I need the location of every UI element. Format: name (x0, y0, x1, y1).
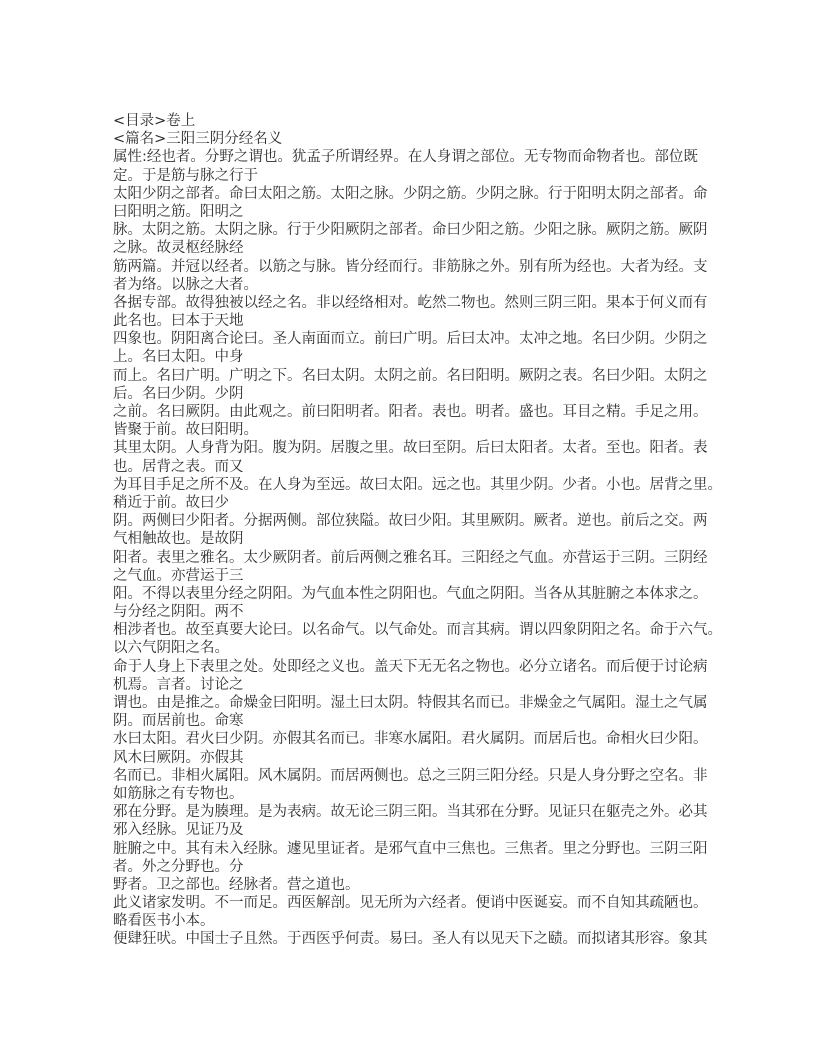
text-line: 曰阳明之筋。阳明之 (113, 203, 244, 220)
text-line: 阴。两侧曰少阳者。分据两侧。部位狭隘。故曰少阳。其里厥阴。厥者。逆也。前后之交。两 (113, 513, 708, 530)
text-line: 也。居背之表。而又 (113, 458, 244, 475)
text-line: 皆聚于前。故曰阳明。 (113, 422, 258, 439)
text-line: 便肆狂吠。中国士子且然。于西医乎何责。易曰。圣人有以见天下之赜。而拟诸其形容。象其 (113, 931, 708, 948)
text-line: 脉。太阴之筋。太阴之脉。行于少阳厥阴之部者。命曰少阳之筋。少阳之脉。厥阴之筋。厥阴 (113, 222, 708, 239)
section-title-line: <篇名>三阳三阴分经名义 (113, 131, 283, 148)
text-line: 后。名曰少阴。少阴 (113, 385, 244, 402)
text-line: 之前。名曰厥阴。由此观之。前曰阳明者。阳者。表也。明者。盛也。耳目之精。手足之用。 (113, 404, 708, 420)
text-line: 稍近于前。故曰少 (113, 494, 229, 511)
text-line: 之气血。亦营运于三 (113, 567, 244, 584)
text-line: 阳。不得以表里分经之阴阳。为气血本性之阴阳也。气血之阴阳。当各从其脏腑之本体求之。 (113, 585, 708, 602)
text-line: 之脉。故灵枢经脉经 (113, 240, 244, 257)
text-line: 邪入经脉。见证乃及 (113, 822, 244, 839)
text-line: 阳者。表里之雅名。太少厥阴者。前后两侧之雅名耳。三阳经之气血。亦营运于三阴。三阴经 (113, 549, 708, 566)
text-line: 邪在分野。是为腠理。是为表病。故无论三阴三阳。当其邪在分野。见证只在躯壳之外。必其 (113, 804, 708, 821)
text-line: 者为络。以脉之大者。 (113, 276, 258, 293)
text-line: 其里太阴。人身背为阳。腹为阴。居腹之里。故曰至阴。后曰太阳者。太者。至也。阳者。表 (113, 440, 708, 457)
text-line: 而上。名曰广明。广明之下。名曰太阴。太阴之前。名曰阳明。厥阴之表。名曰少阳。太阴之 (113, 367, 708, 384)
text-line: 属性:经也者。分野之谓也。犹孟子所谓经界。在人身谓之部位。无专物而命物者也。部位既 (113, 149, 698, 166)
text-line: 脏腑之中。其有未入经脉。遽见里证者。是邪气直中三焦也。三焦者。里之分野也。三阴三阳 (113, 840, 708, 857)
text-line: 各据专部。故得独被以经之名。非以经络相对。屹然二物也。然则三阴三阳。果本于何义而有 (113, 294, 708, 311)
text-line: 名而已。非相火属阳。风木属阴。而居两侧也。总之三阴三阳分经。只是人身分野之空名。非 (113, 767, 708, 784)
toc-line: <目录>卷上 (113, 113, 196, 129)
text-line: 野者。卫之部也。经脉者。营之道也。 (113, 876, 360, 893)
body-text (113, 148, 763, 948)
text-line: 风木曰厥阴。亦假其 (113, 749, 244, 766)
text-line: 阴。而居前也。命寒 (113, 713, 244, 730)
text-line: 上。名曰太阳。中身 (113, 349, 244, 366)
text-line: 如筋脉之有专物也。 (113, 785, 244, 802)
text-line: 四象也。阴阳离合论曰。圣人南面而立。前曰广明。后曰太冲。太冲之地。名曰少阴。少阴之 (113, 331, 708, 348)
text-line: 相涉者也。故至真要大论曰。以名命气。以气命处。而言其病。谓以四象阴阳之名。命于六气。 (113, 622, 722, 639)
text-line: 者。外之分野也。分 (113, 858, 244, 875)
text-line: 定。于是筋与脉之行于 (113, 167, 258, 184)
text-line: 略看医书小本。 (113, 913, 215, 930)
text-line: 以六气阴阳之名。 (113, 640, 229, 657)
text-line: 此义诸家发明。不一而足。西医解剖。见无所为六经者。便诮中医诞妄。而不自知其疏陋也。 (113, 895, 708, 912)
text-line: 机焉。言者。讨论之 (113, 676, 244, 693)
text-line: 太阳少阴之部者。命曰太阳之筋。太阳之脉。少阴之筋。少阴之脉。行于阳明太阴之部者。命 (113, 185, 708, 202)
text-line: 命于人身上下表里之处。处即经之义也。盖天下无无名之物也。必分立诸名。而后便于讨论病 (113, 658, 708, 675)
text-line: 水曰太阳。君火曰少阴。亦假其名而已。非寒水属阳。君火属阴。而居后也。命相火曰少阳。 (113, 731, 708, 748)
text-line: 此名也。曰本于天地 (113, 313, 244, 330)
text-line: 筋两篇。并冠以经者。以筋之与脉。皆分经而行。非筋脉之外。别有所为经也。大者为经。支 (113, 258, 708, 275)
text-line: 为耳目手足之所不及。在人身为至远。故曰太阳。远之也。其里少阴。少者。小也。居背之里。 (113, 476, 722, 493)
text-line: 谓也。由是推之。命燥金曰阳明。湿土曰太阴。特假其名而已。非燥金之气属阳。湿土之气属 (113, 695, 708, 711)
text-line: 气相触故也。是故阴 (113, 531, 244, 548)
text-line: 与分经之阴阳。两不 (113, 604, 244, 621)
text-block (113, 112, 763, 949)
